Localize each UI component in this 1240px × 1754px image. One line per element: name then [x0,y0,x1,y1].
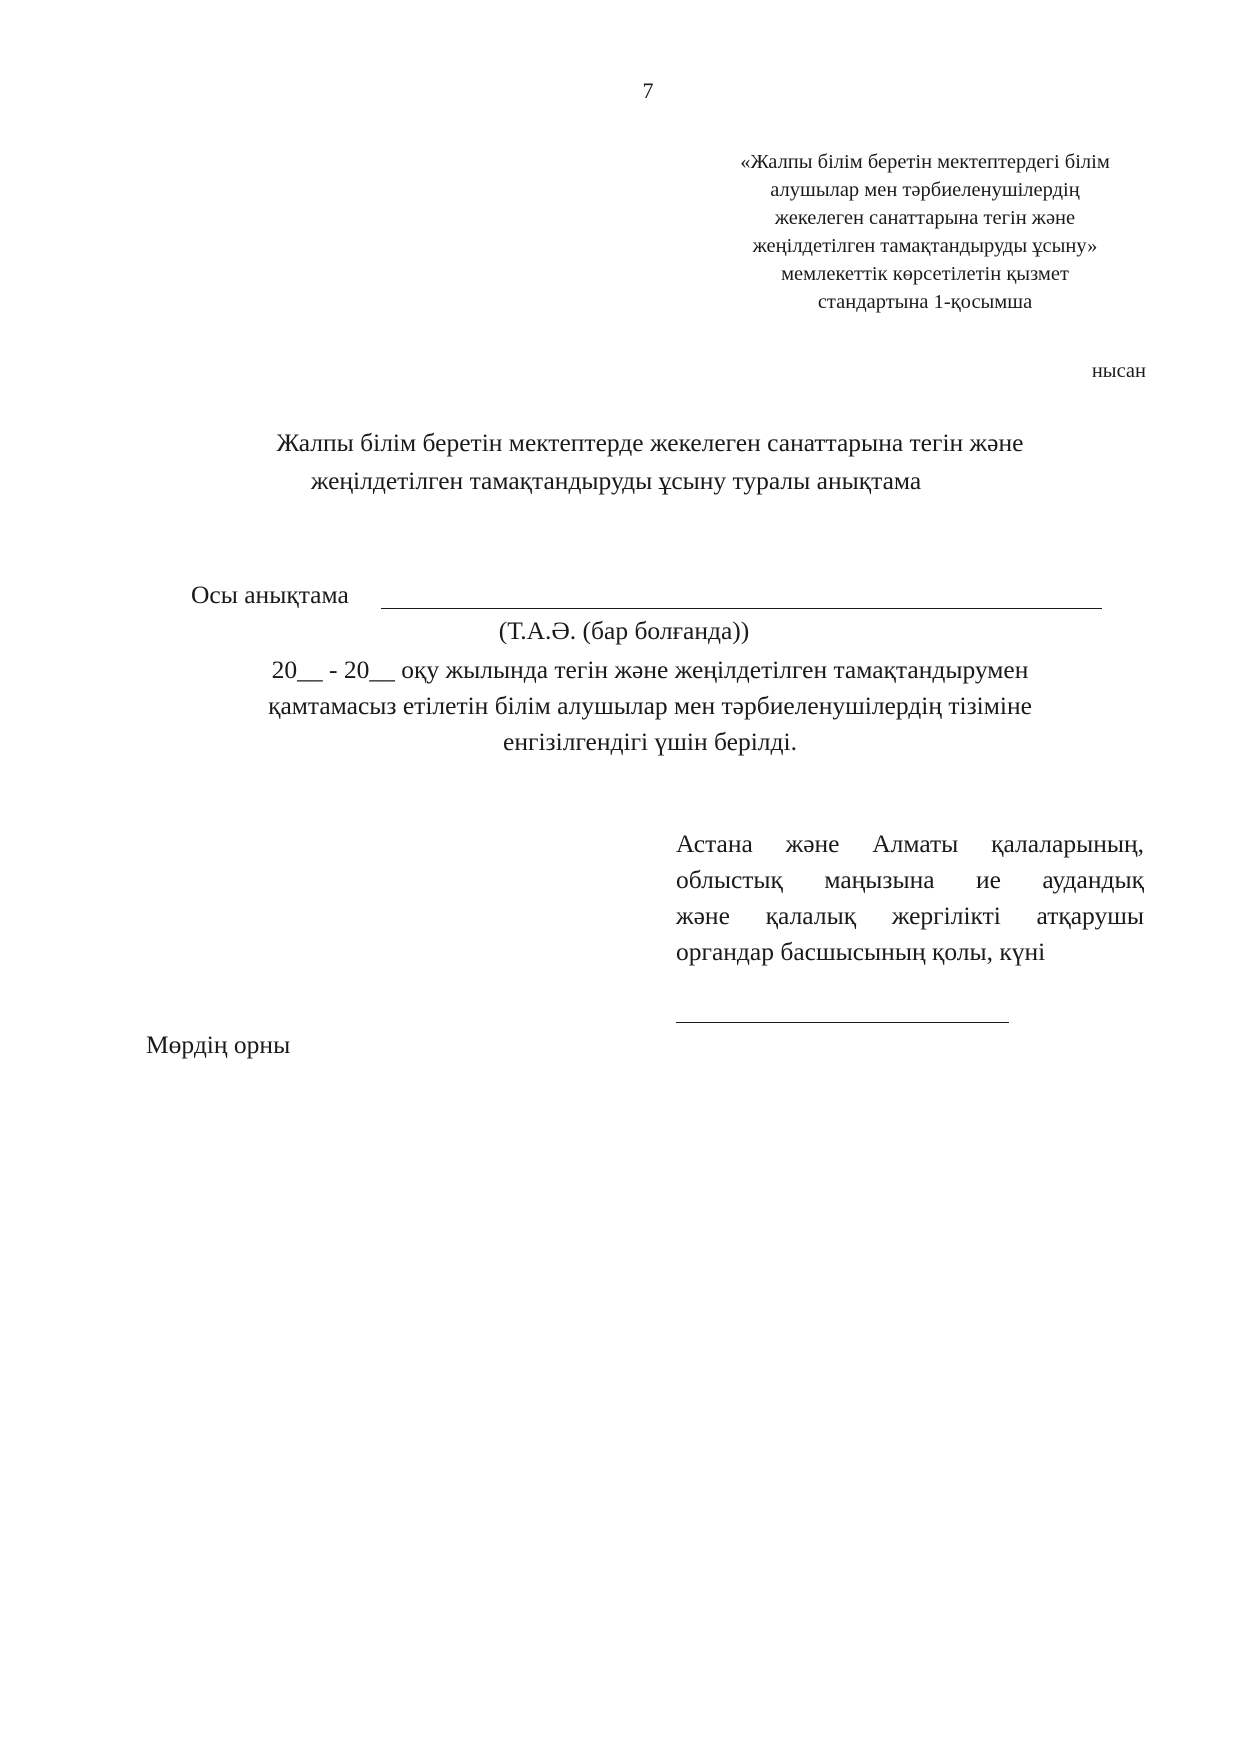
form-label: нысан [1091,360,1146,382]
signature-blank [676,1022,1009,1023]
appendix-line: алушылар мен тәрбиеленушілердің [770,179,1080,201]
certificate-body [0,652,1240,760]
body-line: қамтамасыз етілетін білім алушылар мен тәрбиеленушілердің тізіміне [268,691,1032,720]
signature-line: органдар басшысының қолы, күні [676,937,1046,966]
appendix-line: жеңілдетілген тамақтандыруды ұсыну» [752,235,1098,257]
appendix-line: жекелеген санаттарына тегін және [774,207,1076,229]
fio-hint: (Т.А.Ә. (бар болғанда)) [498,616,750,645]
signature-line: және қалалық жергілікті атқарушы [676,901,1144,930]
document-title [0,424,1240,500]
recipient-name-blank [381,608,1102,609]
page-number: 7 [642,78,654,103]
appendix-note [680,148,1170,316]
appendix-line: «Жалпы білім беретін мектептердегі білім [740,151,1110,173]
signature-line: облыстық маңызына ие аудандық [676,865,1144,894]
appendix-line: стандартына 1-қосымша [817,291,1033,313]
stamp-place: Мөрдің орны [146,1030,291,1059]
title-line-1: Жалпы білім беретін мектептерде жекелеген санаттарына тегін және [276,428,1024,457]
signature-block [676,826,1144,970]
issued-to-label: Осы анықтама [191,580,349,609]
signature-line: Астана және Алматы қалаларының, [676,829,1144,858]
body-line: 20__ - 20__ оқу жылында тегін және жеңілдетілген тамақтандырумен [271,655,1029,684]
title-line-2: жеңілдетілген тамақтандыруды ұсыну туралы анықтама [310,466,922,495]
body-line: енгізілгендігі үшін берілді. [503,727,797,756]
appendix-line: мемлекеттік көрсетілетін қызмет [781,263,1069,285]
